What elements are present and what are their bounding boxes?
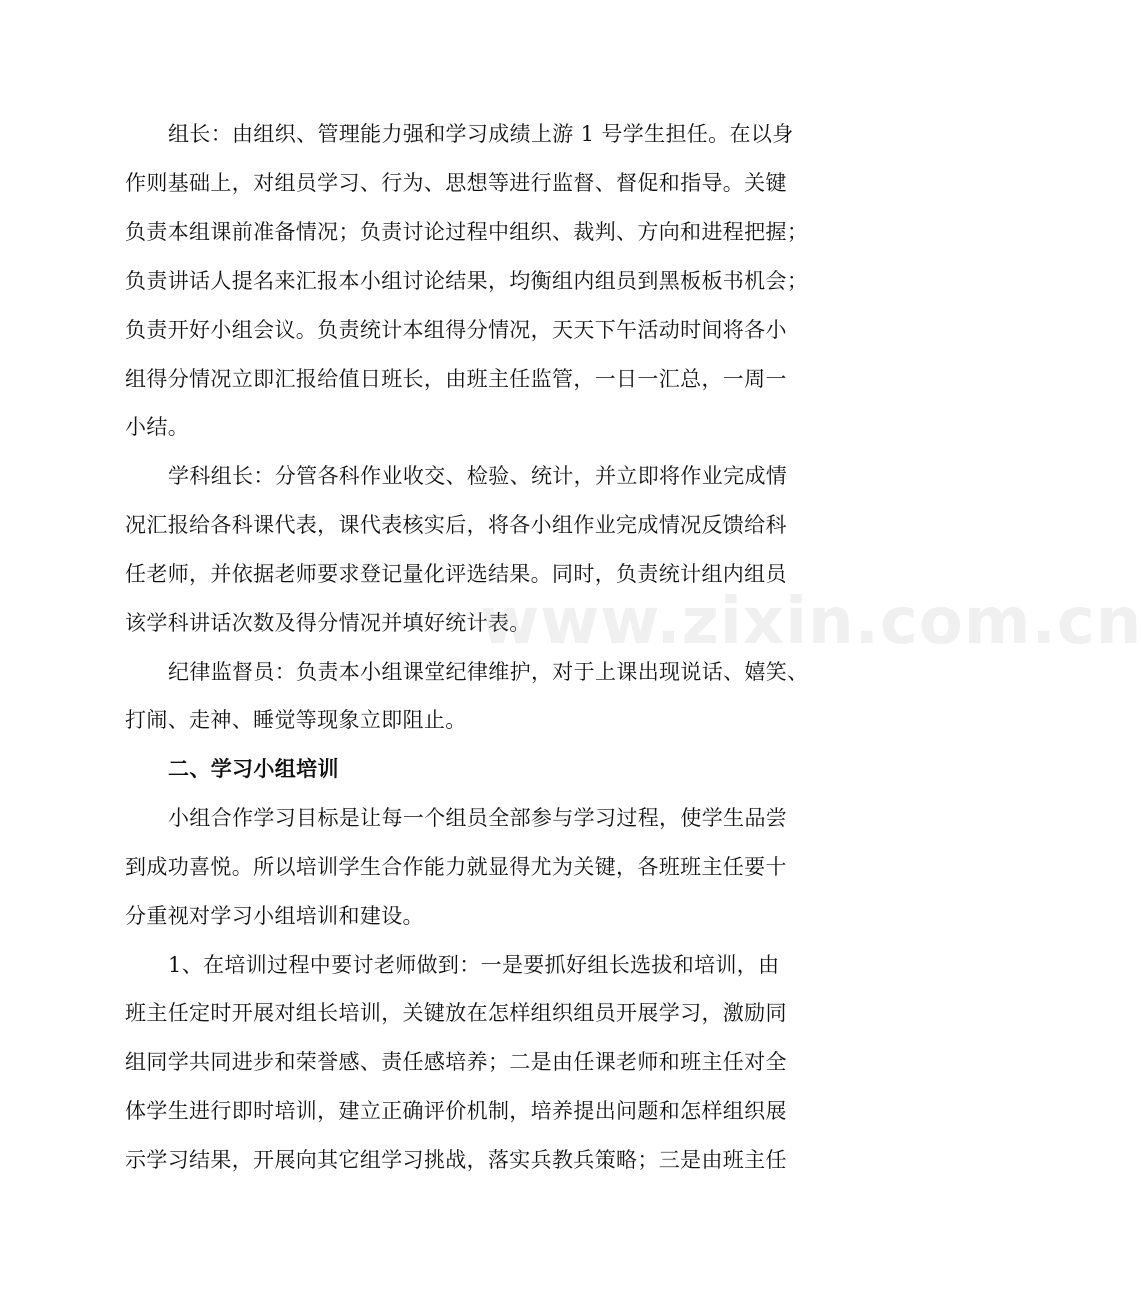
paragraph-1-line-2: 作则基础上，对组员学习、行为、思想等进行监督、督促和指导。关键 <box>125 171 787 195</box>
paragraph-1-line-4: 负责讲话人提名来汇报本小组讨论结果，均衡组内组员到黑板板书机会； <box>125 269 809 293</box>
paragraph-1-line-5: 负责开好小组会议。负责统计本组得分情况，天天下午活动时间将各小 <box>125 318 787 342</box>
paragraph-1-line-7: 小结。 <box>125 415 190 439</box>
paragraph-2-line-3: 任老师，并依据老师要求登记量化评选结果。同时，负责统计组内组员 <box>125 562 787 586</box>
paragraph-2-line-1: 学科组长：分管各科作业收交、检验、统计，并立即将作业完成情 <box>168 464 788 488</box>
paragraph-2-line-4: 该学科讲话次数及得分情况并填好统计表。 <box>125 611 531 635</box>
paragraph-4-line-1: 小组合作学习目标是让每一个组员全部参与学习过程，使学生品尝 <box>168 806 788 830</box>
paragraph-1-line-1: 组长：由组织、管理能力强和学习成绩上游 1 号学生担任。在以身 <box>168 122 794 146</box>
paragraph-5-line-3: 组同学共同进步和荣誉感、责任感培养；二是由任课老师和班主任对全 <box>125 1050 787 1074</box>
paragraph-1-line-3: 负责本组课前准备情况；负责讨论过程中组织、裁判、方向和进程把握； <box>125 220 809 244</box>
paragraph-5-line-4: 体学生进行即时培训，建立正确评价机制，培养提出问题和怎样组织展 <box>125 1099 787 1123</box>
paragraph-4-line-3: 分重视对学习小组培训和建设。 <box>125 904 424 928</box>
paragraph-2-line-2: 况汇报给各科课代表，课代表核实后，将各小组作业完成情况反馈给科 <box>125 513 787 537</box>
paragraph-3-line-1: 纪律监督员：负责本小组课堂纪律维护，对于上课出现说话、嬉笑、 <box>168 660 809 684</box>
paragraph-5-line-1: 1、在培训过程中要讨老师做到：一是要抓好组长选拔和培训，由 <box>168 953 780 977</box>
section-heading: 二、学习小组培训 <box>168 756 339 781</box>
paragraph-5-line-5: 示学习结果，开展向其它组学习挑战，落实兵教兵策略；三是由班主任 <box>125 1148 787 1172</box>
paragraph-4-line-2: 到成功喜悦。所以培训学生合作能力就显得尤为关键，各班班主任要十 <box>125 855 787 879</box>
site-watermark: www.zixin.com.cn <box>480 585 1142 659</box>
paragraph-3-line-2: 打闹、走神、睡觉等现象立即阻止。 <box>125 708 467 732</box>
paragraph-1-line-6: 组得分情况立即汇报给值日班长，由班主任监管，一日一汇总，一周一 <box>125 367 787 391</box>
paragraph-5-line-2: 班主任定时开展对组长培训，关键放在怎样组织组员开展学习，激励同 <box>125 1001 787 1025</box>
